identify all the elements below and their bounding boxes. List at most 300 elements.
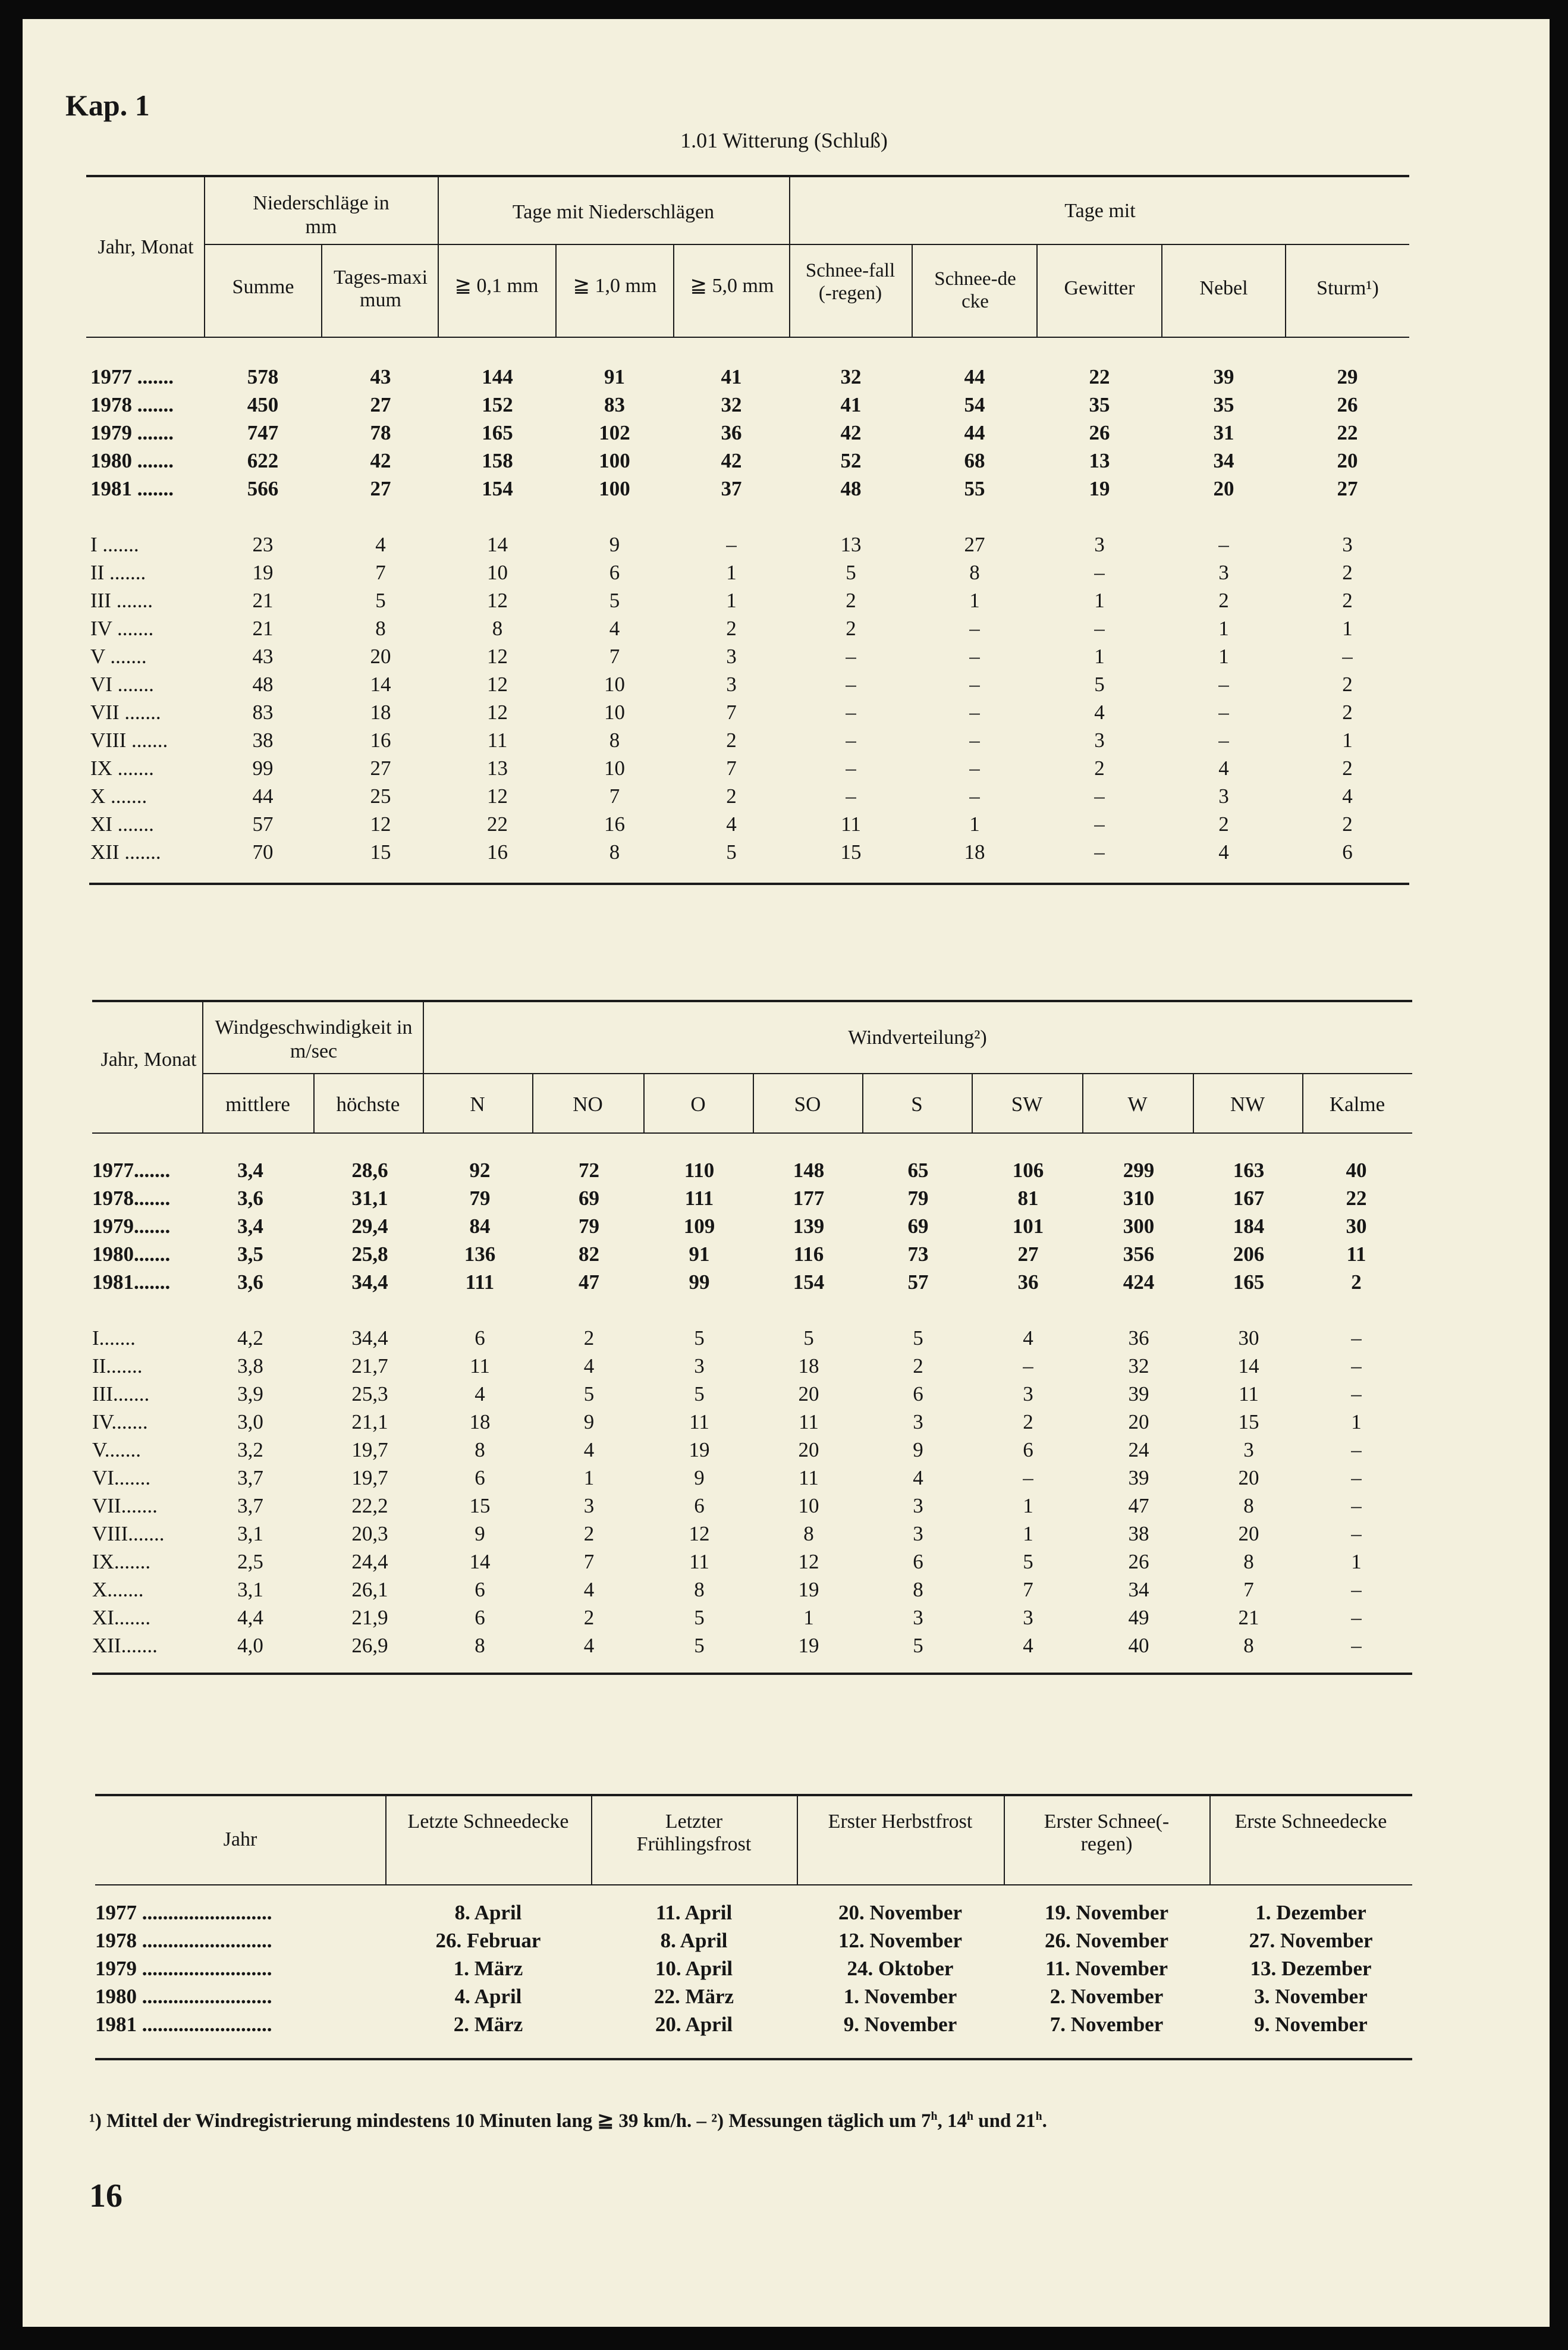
table2-column-header: Kalme [1329,1092,1385,1116]
table-cell: 3 [913,1521,923,1545]
table-cell: 34 [1213,448,1234,472]
table-cell: 4 [1094,700,1105,724]
table-cell: 10. April [655,1956,733,1980]
table-cell: 20 [370,644,391,668]
table-cell: 5 [694,1382,705,1405]
table-cell: 91 [689,1242,710,1266]
table-cell: 154 [793,1270,825,1294]
table3-column-header: Erster Herbstfrost [828,1811,973,1833]
table-cell: 1 [1218,616,1229,640]
table-cell: 19 [798,1633,819,1657]
table-cell: 4 [583,1438,595,1461]
table-cell: 69 [907,1214,929,1238]
table-cell: 40 [1346,1158,1367,1182]
table-cell: 26,9 [351,1633,388,1657]
table-cell: – [846,756,856,780]
table-cell: 2 [1351,1270,1362,1294]
table1-row [90,838,1409,866]
table-cell: 31,1 [351,1186,388,1210]
table-cell: 92 [469,1158,491,1182]
table-cell: 8 [492,616,503,640]
table-cell: 48 [840,476,862,500]
table-cell: 6 [609,560,620,584]
table-cell: 3 [726,672,737,696]
table-cell: 3,0 [237,1410,263,1433]
table2-header-bottom-rule [92,1132,1412,1134]
table-cell: 424 [1123,1270,1155,1294]
table-cell: 4 [1023,1633,1033,1657]
footnote-text: ¹) Mittel der Windregistrierung mindestens 10 Minuten lang ≧ 39 km/h. – ²) Messungen täglich um 7 [89,2110,931,2132]
table2-column-header: mittlere [225,1092,290,1116]
table-cell: 32 [840,365,862,388]
table3-row [95,1899,1412,1927]
table-cell: 26 [1337,393,1358,416]
table-cell: – [846,784,856,808]
table1-row [90,391,1409,419]
table1-row [90,419,1409,447]
table-cell: 47 [1128,1494,1149,1517]
table-cell: 154 [482,476,513,500]
table-cell: 25,8 [351,1242,388,1266]
row-label: 1981 ......................... [95,2012,272,2036]
table-cell: 10 [798,1494,819,1517]
table-cell: – [1351,1633,1362,1657]
table-cell: 3 [913,1605,923,1629]
table-cell: 4 [475,1382,485,1405]
table-cell: 48 [252,672,274,696]
table-cell: 4 [583,1633,595,1657]
table1-row [90,586,1409,614]
table-cell: 11 [799,1466,819,1489]
footnote-und: und 21 [973,2110,1036,2132]
table2-column-header: SW [1011,1092,1043,1116]
row-label: I ....... [90,532,139,556]
table-cell: 39 [1213,365,1234,388]
table1-header-10: ≧ 1,0 mm [573,275,657,297]
table-cell: 2. März [453,2012,523,2036]
row-label: 1980 ......................... [95,1984,272,2008]
table-cell: 30 [1238,1326,1259,1350]
table-cell: 12 [487,700,508,724]
table-cell: 3 [694,1354,705,1378]
table-cell: – [1023,1466,1033,1489]
table-cell: 6 [475,1326,485,1350]
table-cell: 14 [370,672,391,696]
table-cell: 20 [1238,1521,1259,1545]
table-cell: 5 [1023,1549,1033,1573]
table-cell: 57 [907,1270,929,1294]
table-cell: 100 [599,476,630,500]
table3-vline [1209,1795,1211,1885]
table1-row [90,670,1409,698]
table-cell: 30 [1346,1214,1367,1238]
table-cell: – [969,616,980,640]
table-cell: 8 [694,1577,705,1601]
table-cell: 49 [1128,1605,1149,1629]
table-cell: 34 [1128,1577,1149,1601]
row-label: VIII ....... [90,728,168,752]
table-cell: 54 [964,393,985,416]
table-cell: – [1094,560,1105,584]
table-cell: 25 [370,784,391,808]
table-cell: 21 [252,588,274,612]
table-cell: 102 [599,421,630,444]
table-cell: 18 [469,1410,491,1433]
table3-bottom-rule [95,2058,1412,2060]
table1-row [90,642,1409,670]
table-cell: 34,4 [351,1270,388,1294]
table-cell: 1. März [453,1956,523,1980]
table2-group-verteilung: Windverteilung²) [848,1027,987,1049]
table-cell: 4 [913,1466,923,1489]
table-cell: 4 [1023,1326,1033,1350]
table2-col-label: Jahr, Monat [100,1049,197,1071]
table2-row [92,1464,1409,1492]
table-cell: 21 [1238,1605,1259,1629]
table-cell: 2 [1218,812,1229,836]
table-cell: 82 [579,1242,599,1266]
table-cell: 165 [482,421,513,444]
table-cell: 3 [583,1494,595,1517]
table-cell: 4 [375,532,386,556]
table-cell: 6 [913,1382,923,1405]
table-cell: 19 [689,1438,710,1461]
table-cell: 747 [247,421,279,444]
table-cell: 15 [840,840,862,864]
table3-vline [797,1795,798,1885]
table-cell: 38 [1128,1521,1149,1545]
table-cell: 8 [609,840,620,864]
table-cell: 78 [370,421,391,444]
table-cell: 10 [604,700,625,724]
table1-vline [204,176,205,338]
table2-top-rule [92,1000,1412,1002]
table-cell: 3 [726,644,737,668]
table-cell: 1 [726,560,737,584]
table-cell: 12 [487,588,508,612]
table-cell: 8 [475,1633,485,1657]
table-cell: 450 [247,393,279,416]
table-cell: 109 [683,1214,715,1238]
table-cell: 3,2 [237,1438,263,1461]
table-cell: 3,1 [237,1521,263,1545]
table-cell: 20 [798,1382,819,1405]
table-cell: 27 [370,393,391,416]
table3-vline [1004,1795,1005,1885]
table-cell: 7 [726,756,737,780]
table-cell: 7 [609,784,620,808]
table-cell: 83 [604,393,625,416]
table-cell: 2 [1218,588,1229,612]
table-cell: 5 [913,1633,923,1657]
row-label: X ....... [90,784,147,808]
table3-top-rule [95,1794,1412,1796]
table-cell: 2 [1342,672,1353,696]
table-cell: – [846,644,856,668]
table-cell: 177 [793,1186,825,1210]
table-cell: 21,7 [351,1354,388,1378]
table-cell: – [969,672,980,696]
table-cell: 2 [1342,560,1353,584]
table-cell: 1 [1094,588,1105,612]
table-cell: 12 [370,812,391,836]
table-cell: 35 [1089,393,1110,416]
table-cell: 11 [799,1410,819,1433]
table1-row [90,475,1409,503]
table1-row [90,698,1409,726]
table-cell: – [969,644,980,668]
table2-row [92,1240,1409,1268]
table1-header-rule-left [204,244,436,245]
table-cell: 1 [583,1466,595,1489]
table-cell: 3 [913,1410,923,1433]
table-cell: 19 [252,560,274,584]
table-cell: 152 [482,393,513,416]
table-cell: 39 [1128,1466,1149,1489]
table-cell: 9. November [1254,2012,1368,2036]
row-label: VII ....... [90,700,161,724]
table-cell: 14 [487,532,508,556]
table-cell: 27 [1017,1242,1039,1266]
table-cell: 11. November [1045,1956,1168,1980]
table2-row [92,1548,1409,1576]
table2-row [92,1604,1409,1631]
table2-row [92,1492,1409,1520]
table3-column-header: Erste Schneedecke [1234,1811,1387,1833]
table-cell: 13 [487,756,508,780]
table-cell: 2 [1094,756,1105,780]
table-cell: 27 [370,476,391,500]
table-cell: – [1218,532,1229,556]
table-cell: 3,4 [237,1158,263,1182]
table-cell: 19 [798,1577,819,1601]
table-cell: 79 [907,1186,929,1210]
table-cell: 3 [1218,560,1229,584]
table-cell: – [846,672,856,696]
table2-column-header: O [690,1092,706,1116]
row-label: XI....... [92,1605,151,1629]
table2-column-header: höchste [336,1092,400,1116]
row-label: 1981....... [92,1270,171,1294]
table-cell: 52 [840,448,862,472]
table-cell: 163 [1233,1158,1265,1182]
table-cell: 1. November [843,1984,957,2008]
row-label: III....... [92,1382,150,1405]
table-cell: 1 [1023,1521,1033,1545]
table2-row [92,1436,1409,1464]
table2-row [92,1268,1409,1296]
table-cell: 11 [689,1549,709,1573]
table-cell: 111 [465,1270,495,1294]
table-cell: 3 [1094,728,1105,752]
table-cell: 7 [1023,1577,1033,1601]
table-cell: 27. November [1249,1928,1373,1952]
table-cell: 12 [487,672,508,696]
table-cell: 19,7 [351,1438,388,1461]
table-cell: 19 [1089,476,1110,500]
row-label: VIII....... [92,1521,165,1545]
row-label: 1978....... [92,1186,171,1210]
table-cell: 23 [252,532,274,556]
table-cell: 68 [964,448,985,472]
table-cell: 38 [252,728,274,752]
table-cell: 32 [721,393,742,416]
table-cell: 20. April [655,2012,733,2036]
row-label: 1977 ....... [90,365,174,388]
table-cell: 3 [1094,532,1105,556]
table-cell: – [1351,1466,1362,1489]
table-cell: 19,7 [351,1466,388,1489]
row-label: XI ....... [90,812,154,836]
table-cell: 1 [1342,728,1353,752]
table-cell: 1 [1351,1549,1362,1573]
table-cell: 106 [1012,1158,1044,1182]
table-cell: 47 [579,1270,599,1294]
table-cell: 43 [252,644,274,668]
row-label: 1978 ....... [90,393,174,416]
footnote-end: . [1042,2110,1047,2132]
table2-body [92,1156,1409,1659]
table-cell: 3,7 [237,1466,263,1489]
table-cell: 81 [1017,1186,1039,1210]
table-cell: 4 [583,1577,595,1601]
table2-row [92,1212,1409,1240]
table-cell: 44 [252,784,274,808]
table-cell: 26 [1089,421,1110,444]
row-spacer [92,1296,1409,1324]
table-cell: 100 [599,448,630,472]
table-cell: 13 [840,532,862,556]
table1-header-schneefall: Schnee-fall (-regen) [805,260,895,304]
table-cell: 22,2 [351,1494,388,1517]
table-cell: 1 [1094,644,1105,668]
table1-row [90,726,1409,754]
table3-header-bottom-rule [95,1884,1412,1885]
table-cell: 26. November [1044,1928,1168,1952]
table-cell: 578 [247,365,279,388]
table-cell: 44 [964,421,985,444]
table-cell: 8 [375,616,386,640]
table-cell: 22 [487,812,508,836]
table-cell: 72 [579,1158,599,1182]
table1-vline [789,176,790,338]
table-cell: 15 [469,1494,491,1517]
table-cell: 1 [969,812,980,836]
table-cell: 36 [1128,1326,1149,1350]
table1-group-niederschlaege: Niederschläge in mm [253,192,389,238]
table-cell: – [1094,616,1105,640]
table-cell: 116 [793,1242,824,1266]
table-cell: 3,4 [237,1214,263,1238]
table-cell: 15 [370,840,391,864]
table-cell: 3,7 [237,1494,263,1517]
table-cell: – [1094,812,1105,836]
table-cell: 3,5 [237,1242,263,1266]
table1-header-bottom-rule [86,337,1409,338]
table-cell: 300 [1123,1214,1155,1238]
table-cell: 7 [375,560,386,584]
table-cell: 3,1 [237,1577,263,1601]
table-cell: 165 [1233,1270,1265,1294]
table2-header-row [202,1090,1412,1118]
table-cell: 1 [1351,1410,1362,1433]
table-cell: 8 [1243,1494,1254,1517]
row-label: IV....... [92,1410,148,1433]
table2-bottom-rule [92,1673,1412,1675]
table-cell: 40 [1128,1633,1149,1657]
row-label: I....... [92,1326,136,1350]
table-cell: – [1218,700,1229,724]
table-cell: 2 [846,616,856,640]
table-cell: 9 [475,1521,485,1545]
table-cell: 8 [609,728,620,752]
table-cell: 37 [721,476,742,500]
table2-column-header: SO [794,1092,821,1116]
table-cell: 55 [964,476,985,500]
table-cell: 2 [1342,588,1353,612]
table-cell: 2 [913,1354,923,1378]
table-cell: 22 [1089,365,1110,388]
table1-col-label: Jahr, Monat [98,236,194,258]
table-cell: 11 [487,728,508,752]
row-label: 1977....... [92,1158,171,1182]
footnote-h3: h [1035,2110,1042,2123]
table-cell: 8 [969,560,980,584]
table-cell: 14 [469,1549,491,1573]
table-cell: – [1351,1521,1362,1545]
table-cell: 110 [684,1158,715,1182]
table1-header-schneedecke: Schnee-decke [934,268,1016,312]
row-label: 1979 ......................... [95,1956,272,1980]
table-cell: 31 [1213,421,1234,444]
row-label: 1977 ......................... [95,1900,272,1924]
table-cell: 8. April [660,1928,728,1952]
table1-bottom-rule [89,883,1409,885]
table-cell: 20 [798,1438,819,1461]
table3-vline [385,1795,386,1885]
table-cell: 4 [1218,840,1229,864]
table-cell: 8 [913,1577,923,1601]
table-cell: – [1351,1577,1362,1601]
table-cell: 24 [1128,1438,1149,1461]
table2-column-header: NO [573,1092,603,1116]
table-cell: 2 [583,1521,595,1545]
table-cell: 32 [1128,1354,1149,1378]
table3-row [95,2010,1412,2038]
table1-header-rule-mid [436,244,1409,245]
table-cell: 4 [726,812,737,836]
table-cell: 5 [694,1633,705,1657]
table-cell: 3 [1342,532,1353,556]
table1-vline [438,176,439,338]
table-cell: – [1351,1382,1362,1405]
table-cell: 3,6 [237,1270,263,1294]
table-cell: 8 [803,1521,814,1545]
table3-row [95,1927,1412,1954]
row-label: II ....... [90,560,146,584]
table-cell: 7 [583,1549,595,1573]
table-cell: 8 [475,1438,485,1461]
row-label: IX ....... [90,756,154,780]
table-cell: 111 [684,1186,714,1210]
table-cell: 7 [726,700,737,724]
table-cell: 91 [604,365,625,388]
table2-row [92,1352,1409,1380]
table1-header-gewitter: Gewitter [1064,277,1135,299]
row-label: V ....... [90,644,147,668]
row-label: IX....... [92,1549,151,1573]
table-cell: 4 [1342,784,1353,808]
